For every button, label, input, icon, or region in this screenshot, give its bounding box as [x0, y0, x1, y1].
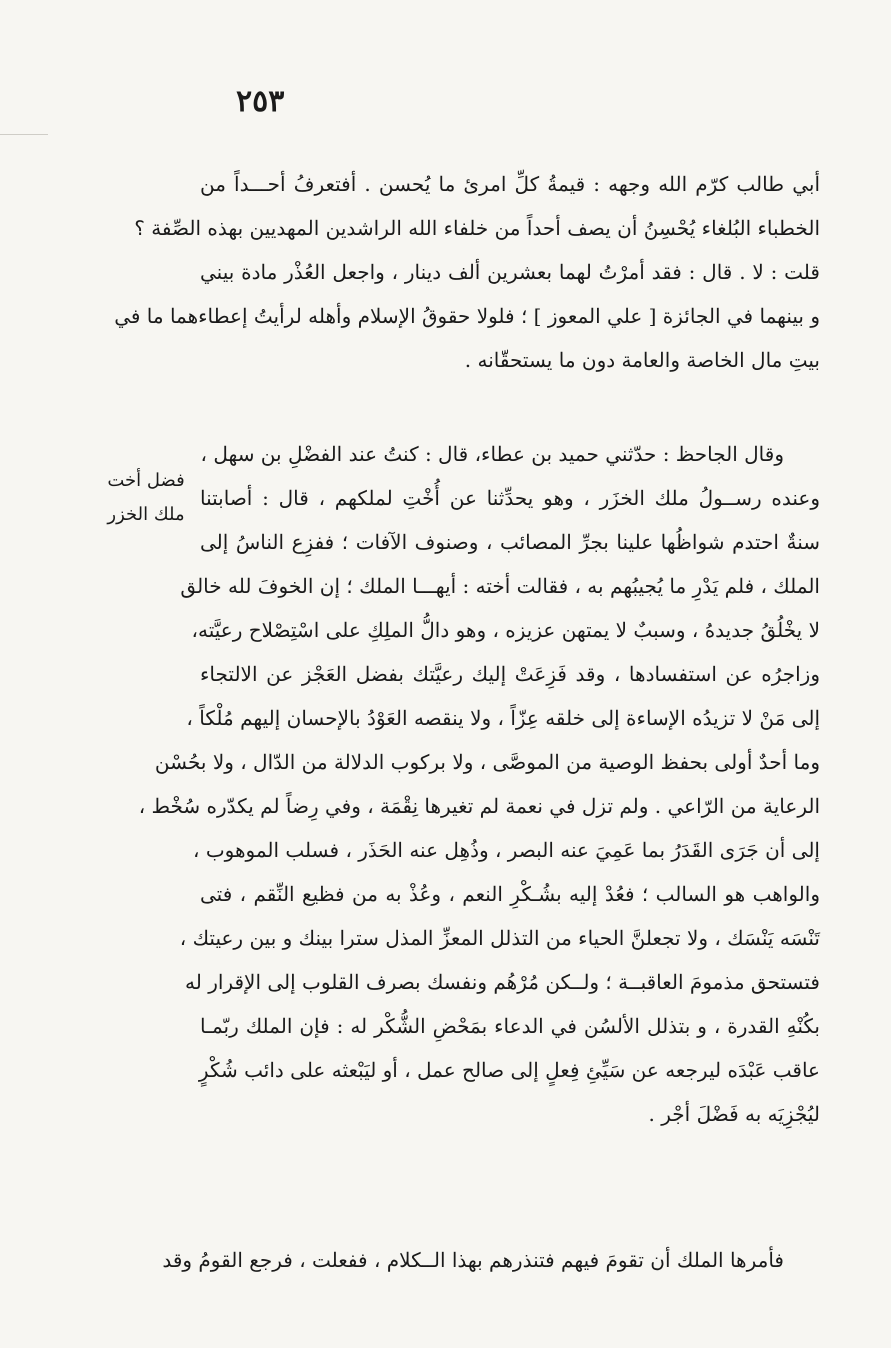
- text-line: بكُنْهِ القدرة ، و بتذلل الألسُن في الدعاء بمَحْضِ الشُّكْر له : فإن الملك ربّمـا: [200, 1014, 820, 1038]
- text-line: تَنْسَه يَنْسَك ، ولا تجعلنَّ الحياء من التذلل المعزِّ المذل سترا بينك و بين رعيتك ،: [179, 926, 820, 950]
- text-line: الملك ، فلم يَدْرِ ما يُجيبُهم به ، فقالت أخته : أيهـــا الملك ؛ إن الخوفَ لله خالق: [180, 574, 820, 598]
- text-line: بيتِ مال الخاصة والعامة دون ما يستحقّانه .: [464, 348, 820, 372]
- text-line: إلى مَنْ لا تزيدُه الإساءة إلى خلقه عِزّاً ، ولا ينقصه العَوْدُ بالإحسان إليهم مُلْكاً ،: [186, 706, 820, 730]
- text-line: الخطباء البُلغاء يُحْسِنُ أن يصف أحداً من خلفاء الله الراشدين المهديين بهذه الصِّفة ؟: [134, 216, 820, 240]
- page-number: ٢٥٣: [236, 84, 285, 119]
- text-line: وزاجرُه عن استفسادها ، وقد فَزِعَتْ إليك رعيَّتك بفضل العَجْز عن الالتجاء: [200, 662, 820, 686]
- paragraph-3: [162, 1238, 820, 1282]
- margin-note-line-1: فضل أخت: [107, 470, 185, 491]
- text-line: عاقب عَبْدَه ليرجعه عن سَيِّئِ فِعلٍ إلى صالح عمل ، أو ليَبْعثه على دائب شُكْرٍ: [198, 1058, 820, 1082]
- text-line: وقال الجاحظ : حدّثني حميد بن عطاء، قال : كنتُ عند الفضْلِ بن سهل ،: [200, 442, 784, 466]
- text-line: ليُجْزِيَه به فَضْلَ أجْر .: [648, 1102, 820, 1126]
- margin-note-line-2: ملك الخزر: [107, 504, 185, 525]
- text-line: الرعاية من الرّاعي . ولم تزل في نعمة لم تغيرها نِقْمَة ، وفي رِضاً لم يكدّره سُخْط ،: [138, 794, 820, 818]
- text-line: وعنده رســولُ ملك الخزَر ، وهو يحدِّثنا عن أُخْتِ لملكهم ، قال : أصابتنا: [200, 486, 820, 510]
- text-line: وما أحدٌ أولى بحفظ الوصية من الموصَّى ، ولا بركوب الدلالة من الدّال ، ولا بحُسْن: [154, 750, 820, 774]
- text-line: قلت : لا . قال : فقد أمرْتُ لهما بعشرين ألف دينار ، واجعل العُذْر مادة بيني: [200, 260, 820, 284]
- text-line: فتستحق مذمومَ العاقبــة ؛ ولــكن مُرْهُم ونفسك بصرف القلوب إلى الإقرار له: [185, 970, 820, 994]
- text-line: سنةٌ احتدم شواظُها علينا بجرِّ المصائب ، وصنوف الآفات ؛ ففزِع الناسُ إلى: [200, 530, 820, 554]
- text-line: أبي طالب كرّم الله وجهه : قيمةُ كلِّ امرئ ما يُحسن . أفتعرفُ أحـــداً من: [200, 172, 820, 196]
- text-line: والواهب هو السالب ؛ فعُدْ إليه بشُـكْرِ النعم ، وعُذْ به من فظيع النِّقم ، فتى: [200, 882, 820, 906]
- paragraph-1: [114, 162, 820, 382]
- text-line: إلى أن جَرَى القَدَرُ بما عَمِيَ عنه البصر ، وذُهِل عنه الحَذَر ، فسلب الموهوب ،: [193, 838, 820, 862]
- text-line: و بينهما في الجائزة [ علي المعوز ] ؛ فلولا حقوقُ الإسلام وأهله لرأيتُ إعطاءهما ما في: [114, 304, 820, 328]
- text-line: فأمرها الملك أن تقومَ فيهم فتنذرهم بهذا الــكلام ، ففعلت ، فرجع القومُ وقد: [162, 1248, 784, 1272]
- text-line: لا يخْلُقُ جديدهُ ، وسببٌ لا يمتهن عزيزه ، وهو دالُّ الملِكِ على اسْتِصْلاح رعيَّته،: [191, 618, 820, 642]
- margin-note: [96, 464, 196, 532]
- page-edge-mark: [0, 134, 48, 135]
